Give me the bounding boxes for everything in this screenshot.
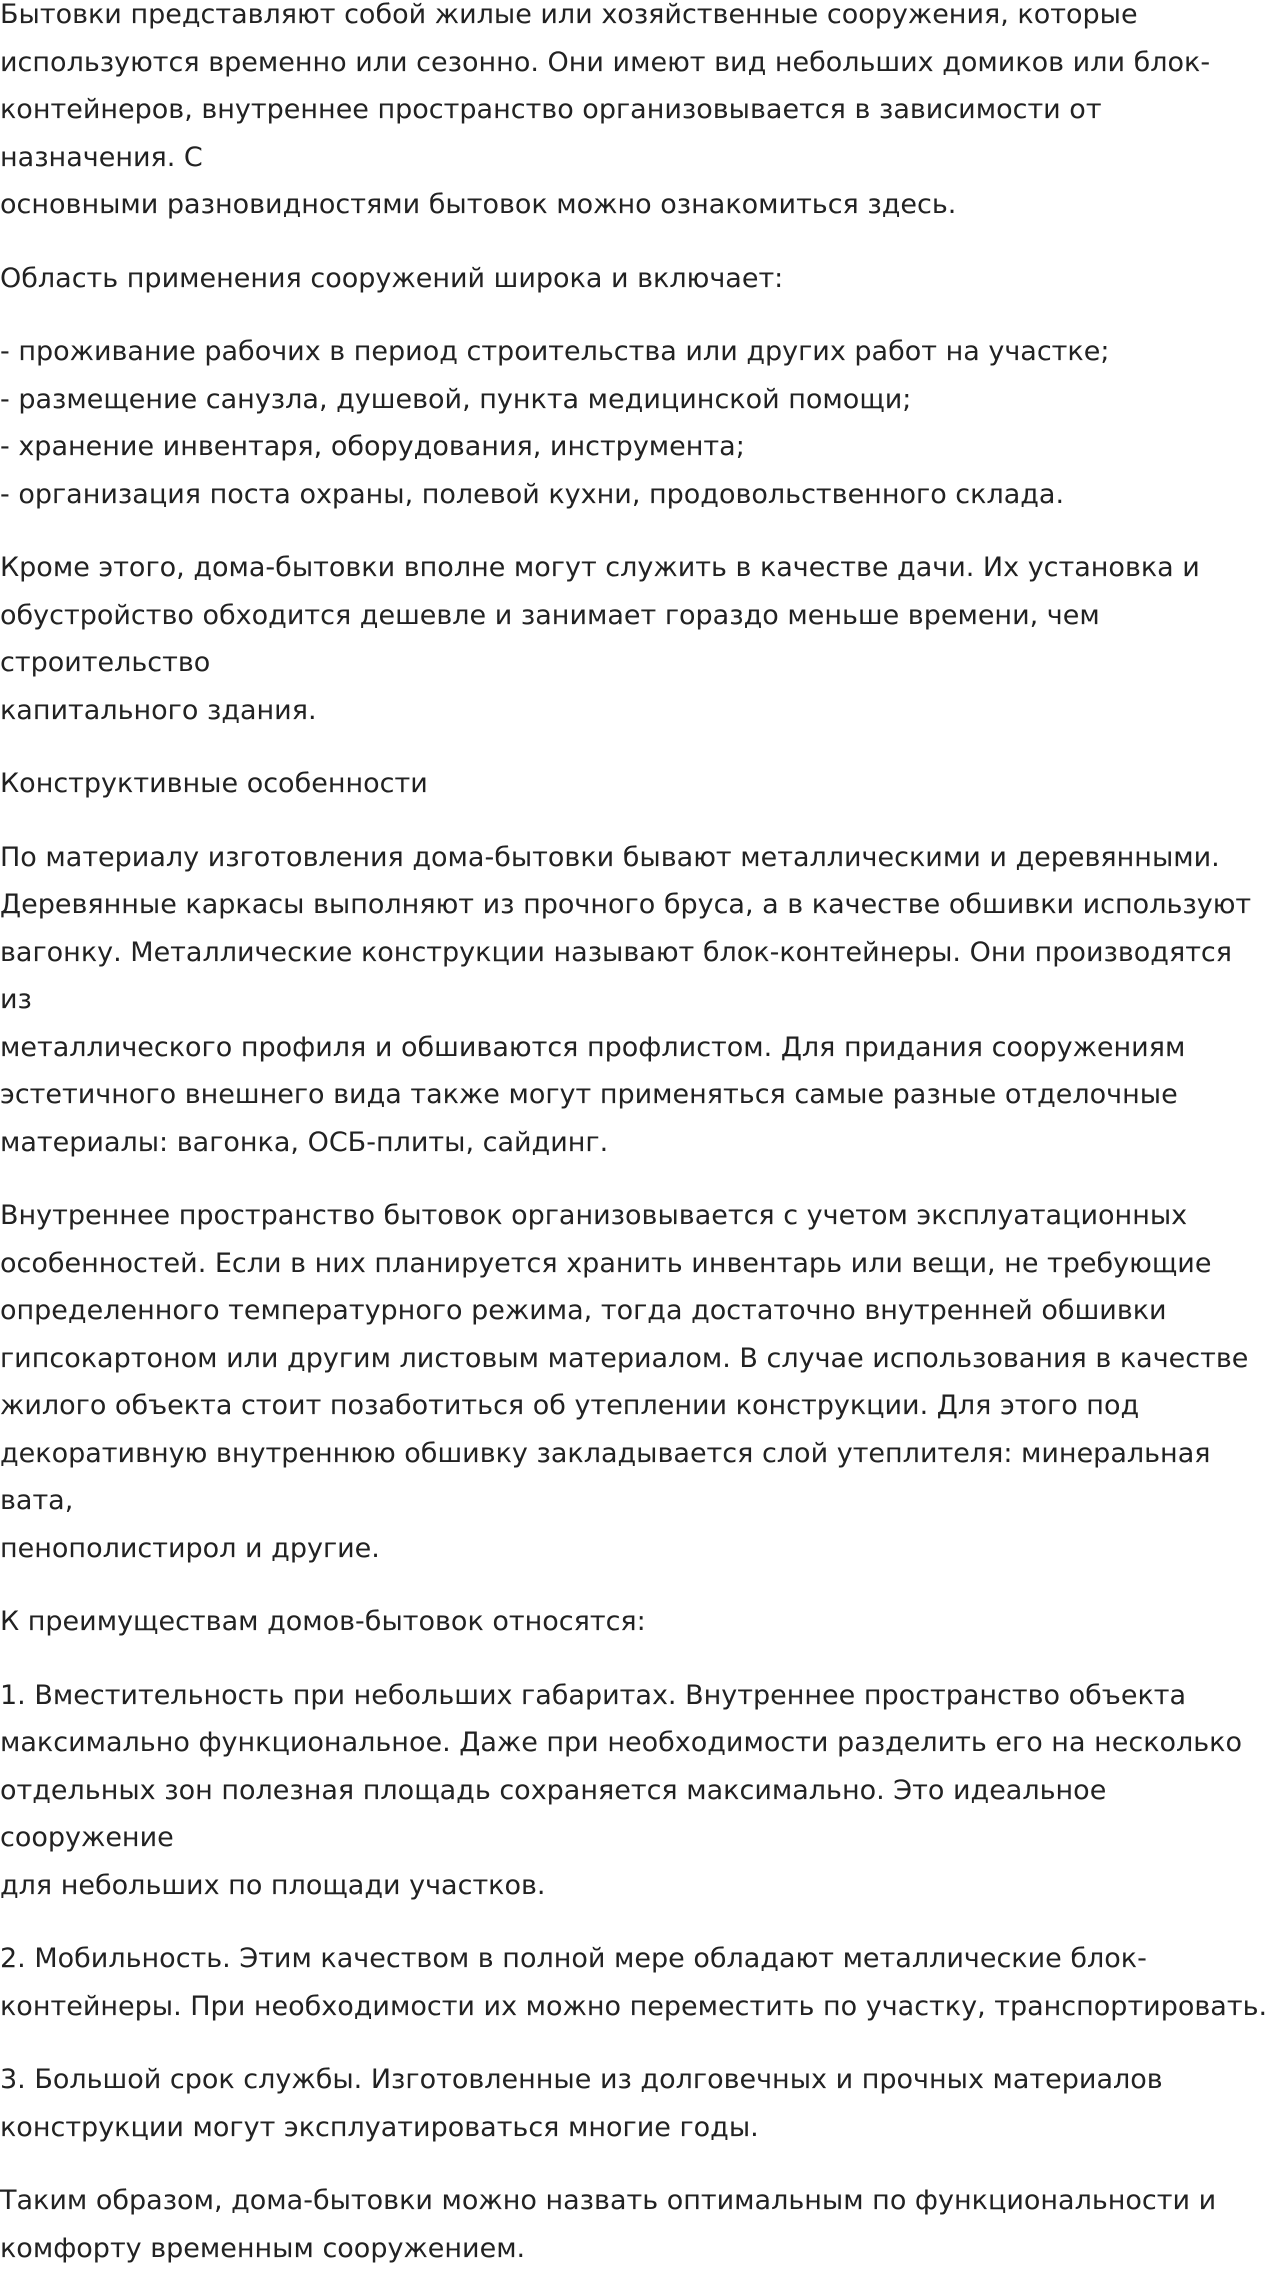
design-heading: Конструктивные особенности — [0, 768, 428, 799]
intro-paragraph: Бытовки представляют собой жилые или хозяйственные сооружения, которые используются временно или сезонно. Они имеют вид небольших домиков или блок- контейнеров, внутреннее пространство организовывается в зависимости от назначения. С основными разновидностями бытовок можно ознакомиться здесь. — [0, 0, 1211, 220]
scope-list — [0, 328, 1270, 518]
dacha-paragraph: Кроме этого, дома-бытовки вполне могут служить в качестве дачи. Их установка и обустройство обходится дешевле и занимает гораздо меньше времени, чем строительство капитального здания. — [0, 552, 1200, 726]
benefit-item: 1. Вместительность при небольших габаритах. Внутреннее пространство объекта максимально функциональное. Даже при необходимости разделить его на несколько отдельных зон полезная площадь сохраняется максимально. Это идеальное сооружение для небольших по площади участков. — [0, 1679, 1243, 1901]
benefits-lead-paragraph: К преимуществам домов-бытовок относятся: — [0, 1606, 646, 1637]
materials-paragraph: По материалу изготовления дома-бытовки бывают металлическими и деревянными. Деревянные каркасы выполняют из прочного бруса, а в качестве обшивки используют вагонку. Металлические конструкции называют блок-контейнеры. Они производятся из металлического профиля и обшиваются профлистом. Для придания сооружениям эстетичного внешнего вида также могут применяться самые разные отделочные материалы: вагонка, ОСБ-плиты, сайдинг. — [0, 841, 1252, 1158]
list-item: - организация поста охраны, полевой кухни, продовольственного склада. — [0, 478, 1065, 510]
scope-lead-paragraph: Область применения сооружений широка и включает: — [0, 262, 784, 294]
list-item: - проживание рабочих в период строительства или других работ на участке; — [0, 336, 1110, 367]
list-item: - размещение санузла, душевой, пункта медицинской помощи; — [0, 383, 912, 415]
benefit-item: 2. Мобильность. Этим качеством в полной мере обладают металлические блок- контейнеры. При необходимости их можно переместить по участку, транспортировать. — [0, 1943, 1268, 2022]
conclusion-paragraph: Таким образом, дома-бытовки можно назвать оптимальным по функциональности и комфорту временным сооружением. — [0, 2185, 1217, 2264]
benefit-item: 3. Большой срок службы. Изготовленные из долговечных и прочных материалов конструкции могут эксплуатироваться многие годы. — [0, 2064, 1163, 2143]
interior-paragraph: Внутреннее пространство бытовок организовывается с учетом эксплуатационных особенностей. Если в них планируется хранить инвентарь или вещи, не требующие определенного температурного режима, тогда достаточно внутренней обшивки гипсокартоном или другим листовым материалом. В случае использования в качестве жилого объекта стоит позаботиться об утеплении конструкции. Для этого под декоративную внутреннюю обшивку закладывается слой утеплителя: минеральная вата, пенополистирол и другие. — [0, 1200, 1249, 1564]
list-item: - хранение инвентаря, оборудования, инструмента; — [0, 431, 745, 462]
